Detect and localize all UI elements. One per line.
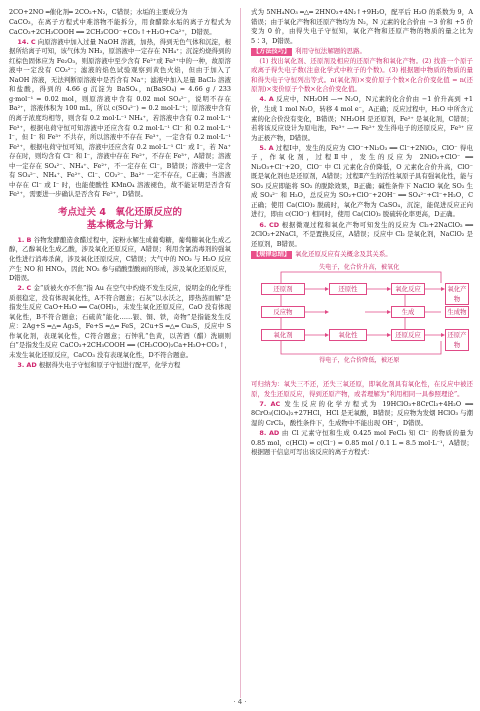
explanation-text: 过程Ⅰ中，发生的反应为 ClO⁻+Ni₂O₃ ══ Cl⁻+2NiO₂，ClO⁻ 得电子，作氧化剂，过程Ⅱ中，发生的反应为 2NiO₂+ClO⁻ ══ Ni₂O₃+Cl⁻+2O，ClO⁻ 中 Cl 元素化合价降低，O 元素化合价升高，ClO⁻ 既是氧化剂也是还原剂，A错误；过程Ⅱ产生的活性氧原子具有强氧化性，能与 SO₂ 反应即能将 SO₂ 的脱除效果，B正确；碱性条件下 NaClO 氧化 SO₂ 生成 SO₄²⁻ 和 H₂O，总反应为 SO₂+ClO⁻+2OH⁻ ══ SO₄²⁻+Cl⁻+H₂O，C正确；使用 Ca(ClO)₂ 脱硫时，氧化产物为 CaSO₄，沉淀，能促进反应正向进行，即由 c(ClO⁻) 相同时，使用 Ca(ClO)₂ 脱硫转化率更高，D正确。 (251, 143, 474, 219)
column-divider (240, 8, 241, 698)
box-oxidation: 氧化反应 (391, 283, 425, 295)
explanation-text: 金“质被火亦不焦”指 Au 在空气中灼烧不发生反应，说明金的化学性质很稳定，没有体现氧化性，A不符合题意；石灰“以水沃之，即热蒸而解”是指发生反应 CaO+H₂O ══ Ca(OH)₂，未发生氧化还原反应，CaO 没有体现氧化性，B不符合题意；石硫黄“能化……银、铜、铁，奇物”是指能发生反应：2Ag+S ═△═ Ag₂S，Fe+S ═△═ FeS，2Cu+S ═△═ Cu₂S，反应中 S 作氧化剂，表现氧化性，C符合题意；石钟乳“色黄，以苦酒（醋）洗刷则白”是指发生反应 CaCO₃+2CH₃COOH ══ (CH₃COO)₂Ca+H₂O+CO₂↑，未发生氧化还原反应，CaCO₃ 没有表现氧化性，D不符合题意。 (9, 284, 232, 359)
question-1 (9, 236, 231, 284)
explanation-text: 向原溶液中加入过量 NaOH 溶液，加热，得到无色气体和沉淀，根据所给离子可知，该气体为 NH₃，原溶液中一定存在 NH₄⁺；沉淀灼烧得到的红棕色固体应为 Fe₂O₃，则原溶液中至少含有 Fe²⁺或 Fe³⁺中的一种，故原溶液中一定没有 CO₃²⁻；滤液的焰色试验观察到黄色火焰，但由于加入了 NaOH 溶液，无法判断原溶液中是否含有 Na⁺；滤液中加入足量 BaCl₂ 溶液和盐酸，得到的 4.66 g 沉淀为 BaSO₄，n(BaSO₄) = 4.66 g / 233 g·mol⁻¹ = 0.02 mol，则原溶液中含有 0.02 mol SO₄²⁻，说明不存在 Ba²⁺，溶液体积为 100 mL，所以 c(SO₄²⁻) = 0.2 mol·L⁻¹；原溶液中含有的离子浓度均相等，则含有 0.2 mol·L⁻¹ NH₄⁺，若溶液中含有 0.2 mol·L⁻¹ Fe³⁺，根据电荷守恒可知溶液中还应含有 0.2 mol·L⁻¹ Cl⁻ 和 0.2 mol·L⁻¹ I⁻，但 I⁻ 和 Fe³⁺ 不共存，所以溶液中不存在 Fe³⁺，一定含有 0.2 mol·L⁻¹ Fe²⁺，根据电荷守恒可知，溶液中还应含有 0.2 mol·L⁻¹ Cl⁻ 或 I⁻，若 Na⁺ 存在时，则均含有 Cl⁻ 和 I⁻，溶液中存在 Fe²⁺，不存在 Fe³⁺，A错误；溶液中一定存在 SO₄²⁻、NH₄⁺、Fe²⁺，不一定存在 Cl⁻，B错误；溶液中一定含有 SO₄²⁻、NH₄⁺、Fe²⁺、Cl⁻、CO₃²⁻、Ba²⁺ 一定不存在，C正确；当溶液中存在 Cl⁻ 或 I⁻ 时，也能使酸性 KMnO₄ 溶液褪色，故不能证明是否含有 Fe²⁺，需要进一步确认是否含有 Fe²⁺，D错误。 (9, 37, 232, 199)
box-reductive: 还原性 (329, 283, 367, 295)
method-tip (251, 47, 473, 57)
question-number: 7. (259, 399, 267, 408)
summary-heading: 氧化还原反应有关概念及其关系。 (295, 249, 392, 258)
question-number: 3. (17, 361, 25, 370)
diagram-top-label: 失电子，化合价升高，被氧化 (319, 264, 400, 272)
tip-heading: 利用守恒法解题的思路。 (295, 46, 366, 55)
explanation-text: 发生反应的化学方程式为 19HClO₃+8CrCl₃+4H₂O ══ 8CrO₃(ClO₄)₂+27HCl，HCl 是无氧酸，B错误；反应物为发烟 HClO₃ 与潮湿的 CrCl₃，酸性条件下，生成物中不能出现 OH⁻，D错误。 (251, 399, 474, 427)
box-oxidizing: 氧化性 (329, 329, 367, 341)
answer-letter: C (30, 37, 36, 46)
section-title-line1: 考点过关 4 氧化还原反应的 (58, 206, 182, 218)
explanation-text: 反应中，NH₂OH —→ N₂O，N元素的化合价由 −1 价升高到 +1 价，生成 1 mol N₂O，转移 4 mol e⁻，A正确；反应过程中，H₂O 中所含元素的化合价没有变化，B错误；NH₂OH 是还原剂，Fe²⁺ 是氧化剂，C错误；若将该反应设计为原电池，Fe³⁺ —→ Fe²⁺ 发生得电子的还原反应，Fe³⁺ 应为正极产物，D错误。 (251, 95, 473, 142)
answer-letter: A (268, 143, 274, 152)
answer-letter: AD (268, 428, 280, 437)
diagram-bottom-label: 得电子，化合价降低，被还原 (319, 357, 400, 365)
tip-tag: 【方法技巧】 (253, 47, 291, 55)
page-number: · 4 · (233, 698, 247, 706)
question-2 (9, 284, 231, 360)
explanation-text: 由 Cl 元素守恒和生成 0.425 mol FeCl₃ 知 Cl⁻ 的物质的量为 0.85 mol，c(HCl) = c(Cl⁻) = 0.85 mol / 0.1 L = 8.5 mol·L⁻¹，A错误；根据题干信息可写出该反应的离子方程式： (251, 428, 474, 457)
question-number: 6. (259, 220, 267, 229)
question-14 (9, 38, 231, 200)
question-number: 2. (17, 284, 25, 293)
answer-letter: AD (26, 361, 37, 370)
summary-tag: 【规律总结】 (253, 250, 291, 258)
question-5 (251, 144, 473, 220)
question-number: 14. (17, 37, 29, 46)
text-continued: 式为 5NH₄NO₃ ═△═ 2HNO₃+4N₂↑+9H₂O，配平后 H₂O 的系数为 9，A错误；由于氧化产物和还原产物均为 N₂，N 元素的化合价由 −3 价和 +5 价变为 0 价，由得失电子守恒知，氧化产物和还原产物的物质的量之比为 5∶3，D错误。 (251, 8, 473, 45)
right-column (251, 8, 473, 458)
box-oxidant: 氧化剂 (261, 329, 305, 341)
box-reduction: 还原反应 (391, 329, 425, 341)
question-number: 4. (259, 95, 267, 104)
question-number: 8. (259, 428, 267, 437)
box-reduction-product: 还原产物 (445, 329, 469, 351)
box-reductant: 还原剂 (261, 283, 305, 295)
text-continued-2: CaCO₃，在离子方程式中难溶物不能拆分，用食醋除水垢的离子方程式为 CaCO₃+2CH₃COOH ══ 2CH₃COO⁻+CO₂↑+H₂O+Ca²⁺，D错误。 (9, 18, 231, 36)
answer-letter: A (268, 95, 274, 104)
box-oxidation-product: 氧化产物 (445, 283, 469, 305)
answer-letter: B (26, 235, 32, 244)
explanation-text: 谷物发酵酿造食醋过程中，淀粉水解生成葡萄糖，葡萄糖氧化生成乙醇，乙醇氧化生成乙酸，涉及氧化还原反应，A错误；利用含氯消毒剂的强氧化性进行消毒杀菌，涉及氧化还原反应，C错误；大气中的 NO₂ 与 H₂O 反应产生 NO 和 HNO₃，因此 NO₂ 参与硝酸型酸雨的形成，涉及氧化还原反应，D错误。 (9, 235, 232, 283)
question-3 (9, 361, 231, 371)
question-number: 5. (259, 143, 267, 152)
tip-text: (1) 找出氧化剂、还原剂及相应的还原产物和氧化产物。(2) 找准一个原子或离子得失电子数(注意化学式中粒子的个数)。(3) 根据题中物质的物质的量和得失电子守恒列出等式。n(氧化剂)×变价原子个数×化合价变化值 = n(还原剂)×变价原子个数×化合价变化值。 (251, 56, 473, 94)
section-heading (9, 206, 231, 232)
question-number: 1. (17, 235, 25, 244)
answer-letter: CD (269, 220, 280, 229)
question-6 (251, 221, 473, 250)
explanation-text: 根据微观过程和氧化产物可知发生的反应为 Cl₂+2NaClO₂ ══ 2ClO₂+2NaCl，不是置换反应，A错误；反应中 Cl₂ 是氧化剂，NaClO₂ 是还原剂，B错误。 (251, 220, 474, 248)
redox-concept-diagram (255, 262, 469, 378)
box-produces: 生成 (391, 306, 425, 318)
box-product: 生成物 (445, 306, 469, 318)
question-7 (251, 400, 473, 429)
section-title-line2: 基本概念与计算 (86, 219, 154, 231)
rule-summary (251, 250, 473, 260)
answer-letter: C (26, 284, 32, 293)
summary-note: 可归纳为：氧失三不还，还失三氧还原，即氧化剂具有氧化性，在反应中被还原，发生还原反应，得到还原产物，或者理解为“利用相同一具参照理论”。 (251, 380, 473, 398)
question-4 (251, 95, 473, 143)
left-column (9, 8, 231, 371)
box-reactant: 反应物 (261, 306, 305, 318)
explanation-text: 根据得失电子守恒和原子守恒进行配平，化学方程 (38, 361, 181, 370)
answer-letter: AC (270, 399, 281, 408)
text-continued-1: 2CO+2NO ═催化剂═ 2CO₂+N₂，C错误；水垢的主要成分为 (9, 8, 188, 16)
question-8 (251, 429, 473, 458)
